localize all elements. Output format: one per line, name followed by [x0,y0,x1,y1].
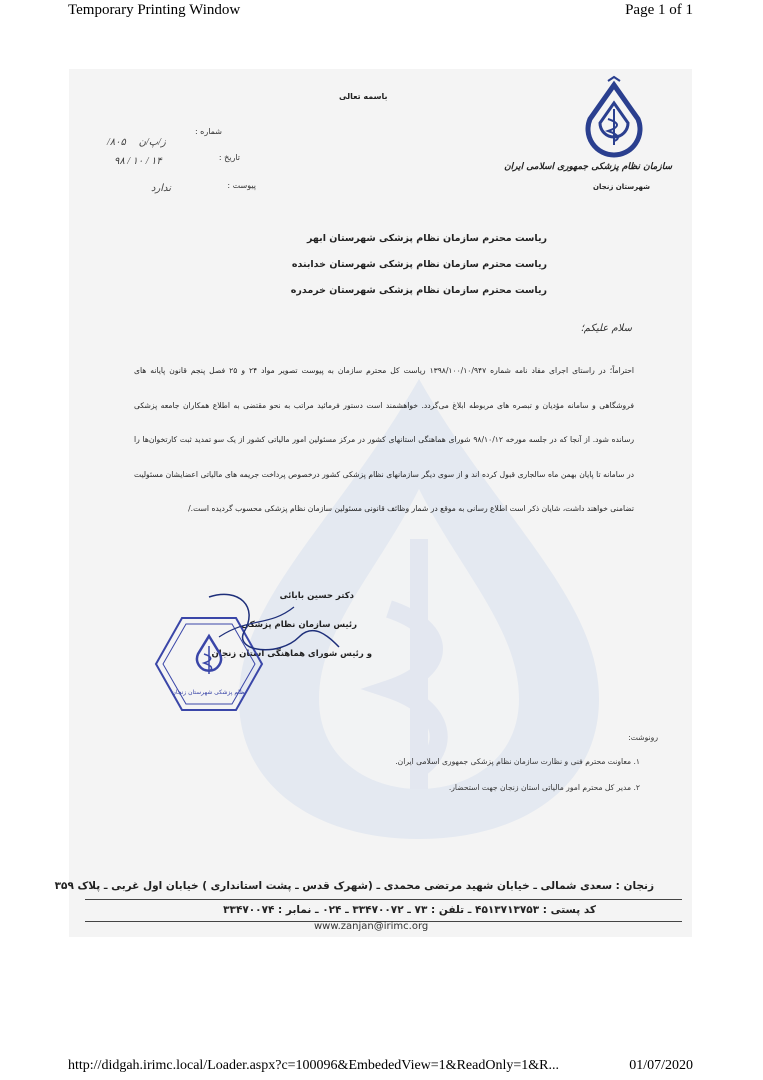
organization-logo-icon [568,79,660,161]
number-label: شماره : [194,127,222,136]
recipient-line: ریاست محترم سازمان نظام پزشکی شهرستان خرمدره [290,285,547,296]
handwritten-signature [199,577,349,677]
organization-name: سازمان نظام پزشکی جمهوری اسلامی ایران [504,162,672,172]
recipient-line: ریاست محترم سازمان نظام پزشکی شهرستان خدابنده [291,259,547,270]
signatory-title: و رئیس شورای هماهنگی استان زنجان [211,649,372,659]
print-window-title: Temporary Printing Window [68,2,241,18]
number-suffix: /ز/پ/ن [107,137,166,148]
contact-line: کد پستی : ۴۵۱۳۷۱۳۷۵۳ ـ تلفن : ۷۳ ـ ۳۳۴۷۰۰۷۲ ـ ۰۲۴ ـ نمابر : ۳۳۴۷۰۰۷۴ [223,904,596,916]
bismillah: باسمه تعالی [339,92,388,101]
organization-city: شهرستان زنجان [593,183,650,191]
page-indicator: Page 1 of 1 [625,2,693,18]
letter-body: احتراماً؛ در راستای اجرای مفاد نامه شماره ۱۳۹۸/۱۰۰/۱۰/۹۴۷ ریاست کل محترم سازمان به پیوست تصویر مواد ۲۴ و ۲۵ فصل پنجم قانون پایانه های فروشگاهی و سامانه مؤدیان و تبصره های مربوطه ابلاغ می‌گردد. خواهشمند است دستور فرمائید مراتب به نحو مقتضی به اطلاع همکاران جامعه پزشکی رسانده شود. از آنجا که در جلسه مورخه ۹۸/۱۰/۱۲ شورای هماهنگی استانهای کشور در مرکز مسئولین امور مالیاتی کشور از یک سو تمدید ثبت کارتخوان‌ها را در سامانه تا پایان بهمن ماه سالجاری قبول کرده اند و از سوی دیگر سازمانهای نظام پزشکی کشور درخصوص پرداخت جریمه های مالیاتی اعضایشان مسئولیت تضامنی خواهند داشت، شایان ذکر است اطلاع رسانی به موقع در شمار وظائف قانونی مسئولین سازمان نظام پزشکی محسوب گردیده است./ [134,366,635,513]
date-label: تاریخ : [218,153,240,162]
date-value: ۹۸ / ۱۰ / ۱۴ [114,156,162,167]
cc-item: ۱. معاونت محترم فنی و نظارت سازمان نظام پزشکی جمهوری اسلامی ایران. [395,757,640,766]
scanned-letter [54,69,692,937]
stamp-text: نظام پزشکی شهرستان زنجان [171,689,247,696]
print-url[interactable]: http://didgah.irimc.local/Loader.aspx?c=100096&EmbededView=1&ReadOnly=1&R... [68,1058,559,1073]
address-line: زنجان : سعدی شمالی ـ خیابان شهید مرتضی محمدی ـ (شهرک قدس ـ پشت استانداری ) خیابان اول غربی ـ پلاک ۳۵۹ [54,880,654,892]
cc-heading: رونوشت: [628,733,658,742]
cc-item: ۲. مدیر کل محترم امور مالیاتی استان زنجان جهت استحضار. [448,783,640,792]
signatory-name: دکتر حسین بابائی [279,591,354,601]
attachment-label: پیوست : [227,181,256,190]
salutation: سلام علیکم؛ [580,323,632,334]
attachment-value: ندارد [151,183,172,194]
number-value: ۸۰۵ [109,137,126,148]
print-date: 01/07/2020 [629,1058,693,1073]
signatory-title: رئیس سازمان نظام پزشکی [241,620,357,630]
website[interactable]: www.zanjan@irimc.org [314,921,429,932]
recipient-line: ریاست محترم سازمان نظام پزشکی شهرستان ابهر [307,233,547,244]
